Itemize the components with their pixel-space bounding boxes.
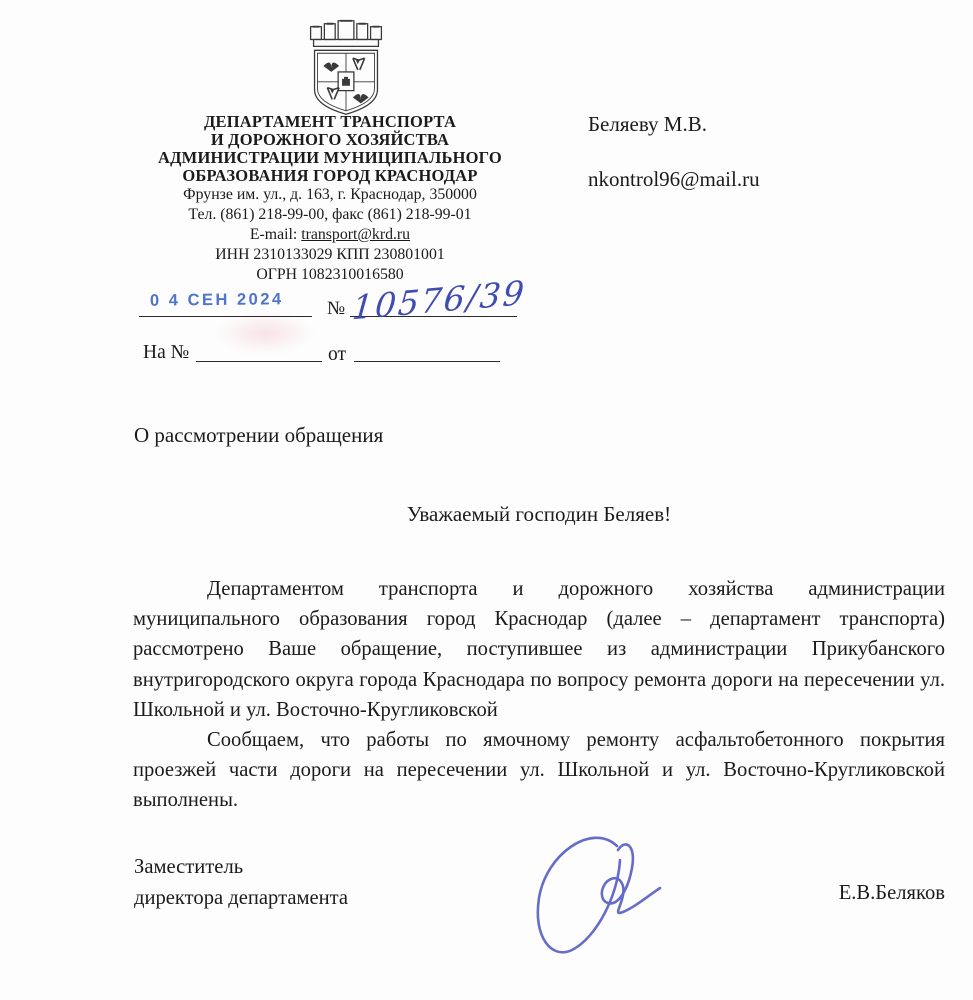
org-inn-kpp: ИНН 2310133029 КПП 230801001 <box>215 246 445 263</box>
org-email-line <box>105 225 555 245</box>
salutation: Уважаемый господин Беляев! <box>406 502 672 526</box>
body-paragraph: Департаментом транспорта и дорожного хозяйства администрации муниципального образования город Краснодар (далее – департамент транспорта) рассмотрено Ваше обращение, поступившее из администрации Прикубанского внутригородского округа города Краснодара по вопросу ремонта дороги на пересечении ул. Школьной и ул. Восточно-Кругликовской <box>133 578 945 721</box>
handwritten-doc-number: 10576/39 <box>350 272 528 328</box>
org-address: Фрунзе им. ул., д. 163, г. Краснодар, 350000 <box>183 186 477 203</box>
reply-number-label: На № <box>143 342 190 363</box>
reply-date-label: от <box>328 344 347 365</box>
coat-of-arms-krasnodar-icon <box>287 16 405 120</box>
subject-line: О рассмотрении обращения <box>134 423 384 447</box>
email-label: E-mail: <box>249 226 302 243</box>
number-label: № <box>327 298 346 319</box>
org-phone: Тел. (861) 218-99-00, факс (861) 218-99-01 <box>188 206 472 223</box>
org-email: transport@krd.ru <box>301 226 411 243</box>
org-name-line: ДЕПАРТАМЕНТ ТРАНСПОРТА <box>203 112 457 131</box>
body-paragraph: Сообщаем, что работы по ямочному ремонту асфальтобетонного покрытия проезжей части дороги на пересечении ул. Школьной и ул. Восточно-Кругликовской выполнены. <box>133 729 945 812</box>
org-ogrn: ОГРН 1082310016580 <box>256 266 404 283</box>
org-name-line: АДМИНИСТРАЦИИ МУНИЦИПАЛЬНОГО <box>158 148 502 167</box>
reply-number-underline <box>196 360 322 362</box>
recipient-email: nkontrol96@mail.ru <box>588 167 760 191</box>
letter-body <box>133 574 945 816</box>
date-stamp: 0 4 СЕН 2024 <box>149 290 284 310</box>
date-underline <box>139 315 312 317</box>
letterhead <box>105 113 555 285</box>
org-name-line: ОБРАЗОВАНИЯ ГОРОД КРАСНОДАР <box>182 166 478 185</box>
signer-name: Е.В.Беляков <box>838 882 945 904</box>
reply-date-underline <box>354 360 500 362</box>
signoff-position-line: директора департамента <box>134 887 349 909</box>
recipient-name: Беляеву М.В. <box>588 112 707 136</box>
signoff-position-line: Заместитель <box>134 856 244 878</box>
stamp-smudge <box>215 312 315 354</box>
org-name-line: И ДОРОЖНОГО ХОЗЯЙСТВА <box>210 130 450 149</box>
